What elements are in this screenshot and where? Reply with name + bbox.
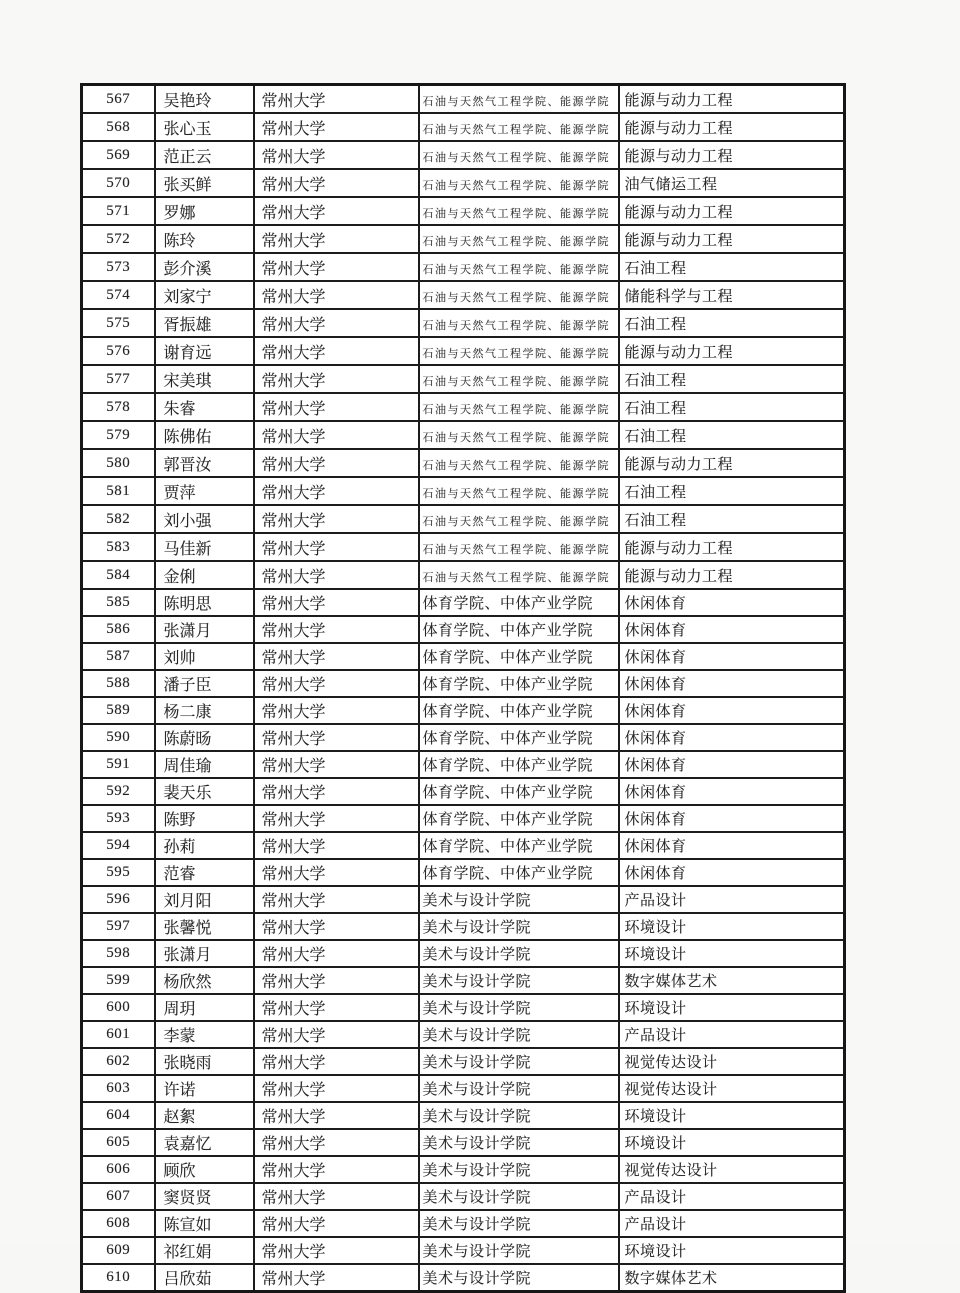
cell-name: 潘子臣: [155, 670, 254, 697]
table-row: [82, 994, 845, 1021]
cell-no: 604: [82, 1102, 155, 1129]
cell-university: 常州大学: [254, 561, 419, 589]
cell-name: 刘帅: [155, 643, 254, 670]
cell-major: 能源与动力工程: [619, 85, 845, 114]
cell-name: 郭晋汝: [155, 449, 254, 477]
cell-university: 常州大学: [254, 113, 419, 141]
cell-college: 石油与天然气工程学院、能源学院: [419, 169, 619, 197]
cell-name: 刘小强: [155, 505, 254, 533]
cell-no: 600: [82, 994, 155, 1021]
cell-name: 刘家宁: [155, 281, 254, 309]
cell-no: 590: [82, 724, 155, 751]
cell-no: 587: [82, 643, 155, 670]
cell-name: 谢育远: [155, 337, 254, 365]
cell-no: 575: [82, 309, 155, 337]
cell-major: 能源与动力工程: [619, 225, 845, 253]
cell-major: 能源与动力工程: [619, 533, 845, 561]
cell-major: 休闲体育: [619, 643, 845, 670]
cell-name: 赵絮: [155, 1102, 254, 1129]
cell-major: 石油工程: [619, 365, 845, 393]
cell-name: 裴天乐: [155, 778, 254, 805]
cell-no: 601: [82, 1021, 155, 1048]
cell-no: 594: [82, 832, 155, 859]
cell-major: 能源与动力工程: [619, 337, 845, 365]
cell-major: 石油工程: [619, 253, 845, 281]
cell-university: 常州大学: [254, 393, 419, 421]
cell-major: 能源与动力工程: [619, 561, 845, 589]
cell-university: 常州大学: [254, 337, 419, 365]
cell-major: 石油工程: [619, 393, 845, 421]
cell-college: 石油与天然气工程学院、能源学院: [419, 561, 619, 589]
cell-major: 环境设计: [619, 1129, 845, 1156]
cell-major: 环境设计: [619, 940, 845, 967]
cell-college: 体育学院、中体产业学院: [419, 832, 619, 859]
cell-no: 599: [82, 967, 155, 994]
cell-university: 常州大学: [254, 940, 419, 967]
cell-college: 石油与天然气工程学院、能源学院: [419, 113, 619, 141]
cell-no: 597: [82, 913, 155, 940]
table-row: [82, 113, 845, 141]
cell-no: 583: [82, 533, 155, 561]
cell-college: 石油与天然气工程学院、能源学院: [419, 477, 619, 505]
cell-name: 刘月阳: [155, 886, 254, 913]
cell-no: 608: [82, 1210, 155, 1237]
cell-university: 常州大学: [254, 533, 419, 561]
cell-major: 石油工程: [619, 309, 845, 337]
cell-name: 范睿: [155, 859, 254, 886]
cell-no: 582: [82, 505, 155, 533]
table-row: [82, 169, 845, 197]
table-row: [82, 724, 845, 751]
student-roster-table: [80, 83, 846, 1293]
cell-no: 607: [82, 1183, 155, 1210]
cell-major: 休闲体育: [619, 751, 845, 778]
table-row: [82, 561, 845, 589]
cell-no: 606: [82, 1156, 155, 1183]
cell-college: 石油与天然气工程学院、能源学院: [419, 449, 619, 477]
cell-university: 常州大学: [254, 967, 419, 994]
cell-name: 范正云: [155, 141, 254, 169]
cell-major: 数字媒体艺术: [619, 967, 845, 994]
cell-major: 能源与动力工程: [619, 197, 845, 225]
cell-major: 数字媒体艺术: [619, 1264, 845, 1292]
cell-university: 常州大学: [254, 643, 419, 670]
table-row: [82, 697, 845, 724]
cell-major: 石油工程: [619, 505, 845, 533]
cell-name: 孙莉: [155, 832, 254, 859]
cell-college: 石油与天然气工程学院、能源学院: [419, 337, 619, 365]
cell-name: 罗娜: [155, 197, 254, 225]
cell-university: 常州大学: [254, 589, 419, 616]
cell-no: 572: [82, 225, 155, 253]
cell-name: 金俐: [155, 561, 254, 589]
cell-college: 石油与天然气工程学院、能源学院: [419, 533, 619, 561]
cell-college: 体育学院、中体产业学院: [419, 589, 619, 616]
cell-major: 休闲体育: [619, 832, 845, 859]
cell-major: 产品设计: [619, 1021, 845, 1048]
table-row: [82, 309, 845, 337]
cell-name: 许诺: [155, 1075, 254, 1102]
cell-no: 591: [82, 751, 155, 778]
table-row: [82, 365, 845, 393]
cell-college: 石油与天然气工程学院、能源学院: [419, 393, 619, 421]
cell-name: 宋美琪: [155, 365, 254, 393]
cell-name: 陈野: [155, 805, 254, 832]
table-row: [82, 589, 845, 616]
table-row: [82, 805, 845, 832]
table-row: [82, 616, 845, 643]
cell-name: 吴艳玲: [155, 85, 254, 114]
cell-name: 彭介溪: [155, 253, 254, 281]
cell-college: 体育学院、中体产业学院: [419, 643, 619, 670]
cell-no: 589: [82, 697, 155, 724]
cell-name: 周玥: [155, 994, 254, 1021]
table-row: [82, 1021, 845, 1048]
cell-college: 体育学院、中体产业学院: [419, 670, 619, 697]
cell-university: 常州大学: [254, 449, 419, 477]
cell-no: 569: [82, 141, 155, 169]
cell-college: 石油与天然气工程学院、能源学院: [419, 505, 619, 533]
cell-no: 609: [82, 1237, 155, 1264]
cell-major: 储能科学与工程: [619, 281, 845, 309]
cell-college: 美术与设计学院: [419, 1210, 619, 1237]
cell-university: 常州大学: [254, 697, 419, 724]
cell-college: 美术与设计学院: [419, 994, 619, 1021]
cell-university: 常州大学: [254, 1264, 419, 1292]
cell-college: 石油与天然气工程学院、能源学院: [419, 281, 619, 309]
cell-university: 常州大学: [254, 253, 419, 281]
cell-university: 常州大学: [254, 1210, 419, 1237]
cell-college: 石油与天然气工程学院、能源学院: [419, 309, 619, 337]
cell-no: 584: [82, 561, 155, 589]
cell-college: 石油与天然气工程学院、能源学院: [419, 141, 619, 169]
cell-university: 常州大学: [254, 778, 419, 805]
cell-major: 环境设计: [619, 913, 845, 940]
table-row: [82, 1210, 845, 1237]
table-row: [82, 197, 845, 225]
cell-college: 美术与设计学院: [419, 886, 619, 913]
cell-no: 593: [82, 805, 155, 832]
cell-university: 常州大学: [254, 832, 419, 859]
cell-name: 陈宣如: [155, 1210, 254, 1237]
cell-major: 休闲体育: [619, 670, 845, 697]
cell-major: 休闲体育: [619, 697, 845, 724]
table-row: [82, 253, 845, 281]
table-row: [82, 421, 845, 449]
cell-college: 美术与设计学院: [419, 1048, 619, 1075]
cell-major: 环境设计: [619, 1102, 845, 1129]
cell-no: 598: [82, 940, 155, 967]
cell-major: 休闲体育: [619, 724, 845, 751]
cell-major: 休闲体育: [619, 805, 845, 832]
table-row: [82, 886, 845, 913]
cell-name: 李蒙: [155, 1021, 254, 1048]
cell-university: 常州大学: [254, 1048, 419, 1075]
cell-university: 常州大学: [254, 197, 419, 225]
table-row: [82, 337, 845, 365]
table-row: [82, 533, 845, 561]
cell-college: 石油与天然气工程学院、能源学院: [419, 197, 619, 225]
table-row: [82, 85, 845, 114]
cell-college: 体育学院、中体产业学院: [419, 616, 619, 643]
cell-college: 石油与天然气工程学院、能源学院: [419, 85, 619, 114]
cell-college: 美术与设计学院: [419, 1156, 619, 1183]
cell-name: 张心玉: [155, 113, 254, 141]
cell-major: 休闲体育: [619, 616, 845, 643]
table-row: [82, 967, 845, 994]
cell-college: 石油与天然气工程学院、能源学院: [419, 421, 619, 449]
cell-major: 能源与动力工程: [619, 449, 845, 477]
cell-university: 常州大学: [254, 85, 419, 114]
cell-college: 美术与设计学院: [419, 1183, 619, 1210]
cell-college: 石油与天然气工程学院、能源学院: [419, 365, 619, 393]
cell-no: 580: [82, 449, 155, 477]
cell-name: 张买鲜: [155, 169, 254, 197]
cell-university: 常州大学: [254, 421, 419, 449]
cell-name: 吕欣茹: [155, 1264, 254, 1292]
table-row: [82, 393, 845, 421]
cell-major: 休闲体育: [619, 778, 845, 805]
cell-name: 陈蔚旸: [155, 724, 254, 751]
cell-major: 环境设计: [619, 1237, 845, 1264]
cell-no: 577: [82, 365, 155, 393]
cell-name: 杨二康: [155, 697, 254, 724]
cell-university: 常州大学: [254, 1129, 419, 1156]
cell-no: 596: [82, 886, 155, 913]
cell-major: 休闲体育: [619, 589, 845, 616]
cell-college: 石油与天然气工程学院、能源学院: [419, 225, 619, 253]
cell-university: 常州大学: [254, 505, 419, 533]
table-row: [82, 940, 845, 967]
cell-university: 常州大学: [254, 994, 419, 1021]
cell-name: 张馨悦: [155, 913, 254, 940]
table-row: [82, 449, 845, 477]
cell-name: 张潇月: [155, 940, 254, 967]
cell-no: 585: [82, 589, 155, 616]
cell-no: 603: [82, 1075, 155, 1102]
cell-no: 595: [82, 859, 155, 886]
cell-no: 571: [82, 197, 155, 225]
cell-name: 张晓雨: [155, 1048, 254, 1075]
cell-no: 605: [82, 1129, 155, 1156]
cell-major: 视觉传达设计: [619, 1156, 845, 1183]
cell-major: 石油工程: [619, 421, 845, 449]
cell-university: 常州大学: [254, 751, 419, 778]
cell-university: 常州大学: [254, 805, 419, 832]
cell-college: 美术与设计学院: [419, 967, 619, 994]
cell-university: 常州大学: [254, 1075, 419, 1102]
cell-name: 胥振雄: [155, 309, 254, 337]
cell-major: 环境设计: [619, 994, 845, 1021]
table-row: [82, 1048, 845, 1075]
cell-university: 常州大学: [254, 859, 419, 886]
cell-university: 常州大学: [254, 169, 419, 197]
cell-no: 610: [82, 1264, 155, 1292]
cell-university: 常州大学: [254, 1183, 419, 1210]
cell-university: 常州大学: [254, 365, 419, 393]
cell-university: 常州大学: [254, 477, 419, 505]
cell-major: 油气储运工程: [619, 169, 845, 197]
cell-college: 美术与设计学院: [419, 1237, 619, 1264]
table-row: [82, 1102, 845, 1129]
cell-name: 窦贤贤: [155, 1183, 254, 1210]
cell-name: 祁红娟: [155, 1237, 254, 1264]
cell-university: 常州大学: [254, 913, 419, 940]
cell-no: 568: [82, 113, 155, 141]
cell-no: 588: [82, 670, 155, 697]
cell-name: 陈明思: [155, 589, 254, 616]
table-row: [82, 477, 845, 505]
cell-college: 美术与设计学院: [419, 1021, 619, 1048]
cell-no: 602: [82, 1048, 155, 1075]
table-row: [82, 751, 845, 778]
cell-name: 张潇月: [155, 616, 254, 643]
table-row: [82, 281, 845, 309]
cell-university: 常州大学: [254, 225, 419, 253]
cell-college: 美术与设计学院: [419, 1264, 619, 1292]
cell-major: 视觉传达设计: [619, 1048, 845, 1075]
cell-name: 陈玲: [155, 225, 254, 253]
table-row: [82, 1237, 845, 1264]
cell-university: 常州大学: [254, 886, 419, 913]
cell-name: 陈佛佑: [155, 421, 254, 449]
cell-college: 美术与设计学院: [419, 1075, 619, 1102]
cell-name: 周佳瑜: [155, 751, 254, 778]
cell-college: 体育学院、中体产业学院: [419, 805, 619, 832]
cell-university: 常州大学: [254, 1156, 419, 1183]
cell-major: 能源与动力工程: [619, 113, 845, 141]
cell-name: 朱睿: [155, 393, 254, 421]
table-row: [82, 141, 845, 169]
cell-college: 体育学院、中体产业学院: [419, 724, 619, 751]
table-row: [82, 913, 845, 940]
table-row: [82, 1156, 845, 1183]
cell-college: 美术与设计学院: [419, 940, 619, 967]
cell-major: 产品设计: [619, 1210, 845, 1237]
cell-college: 美术与设计学院: [419, 1102, 619, 1129]
cell-no: 581: [82, 477, 155, 505]
cell-university: 常州大学: [254, 724, 419, 751]
cell-no: 567: [82, 85, 155, 114]
cell-major: 产品设计: [619, 1183, 845, 1210]
cell-university: 常州大学: [254, 309, 419, 337]
cell-no: 579: [82, 421, 155, 449]
cell-no: 576: [82, 337, 155, 365]
cell-university: 常州大学: [254, 141, 419, 169]
cell-university: 常州大学: [254, 1021, 419, 1048]
cell-name: 马佳新: [155, 533, 254, 561]
table-body: [82, 85, 845, 1292]
cell-no: 592: [82, 778, 155, 805]
cell-no: 574: [82, 281, 155, 309]
cell-university: 常州大学: [254, 616, 419, 643]
cell-name: 顾欣: [155, 1156, 254, 1183]
table-row: [82, 1075, 845, 1102]
cell-major: 休闲体育: [619, 859, 845, 886]
cell-university: 常州大学: [254, 1237, 419, 1264]
cell-name: 袁嘉忆: [155, 1129, 254, 1156]
cell-no: 573: [82, 253, 155, 281]
table-row: [82, 778, 845, 805]
cell-college: 体育学院、中体产业学院: [419, 778, 619, 805]
cell-college: 体育学院、中体产业学院: [419, 859, 619, 886]
cell-college: 美术与设计学院: [419, 913, 619, 940]
table-row: [82, 832, 845, 859]
table-row: [82, 1129, 845, 1156]
cell-major: 视觉传达设计: [619, 1075, 845, 1102]
cell-no: 570: [82, 169, 155, 197]
cell-college: 石油与天然气工程学院、能源学院: [419, 253, 619, 281]
table-row: [82, 1264, 845, 1292]
cell-university: 常州大学: [254, 670, 419, 697]
cell-name: 杨欣然: [155, 967, 254, 994]
cell-no: 586: [82, 616, 155, 643]
table-row: [82, 1183, 845, 1210]
cell-college: 体育学院、中体产业学院: [419, 751, 619, 778]
table-row: [82, 505, 845, 533]
cell-university: 常州大学: [254, 281, 419, 309]
table-row: [82, 670, 845, 697]
table-row: [82, 225, 845, 253]
table-row: [82, 643, 845, 670]
cell-college: 美术与设计学院: [419, 1129, 619, 1156]
cell-major: 能源与动力工程: [619, 141, 845, 169]
cell-major: 石油工程: [619, 477, 845, 505]
table-row: [82, 859, 845, 886]
cell-no: 578: [82, 393, 155, 421]
cell-college: 体育学院、中体产业学院: [419, 697, 619, 724]
cell-university: 常州大学: [254, 1102, 419, 1129]
cell-major: 产品设计: [619, 886, 845, 913]
cell-name: 贾萍: [155, 477, 254, 505]
